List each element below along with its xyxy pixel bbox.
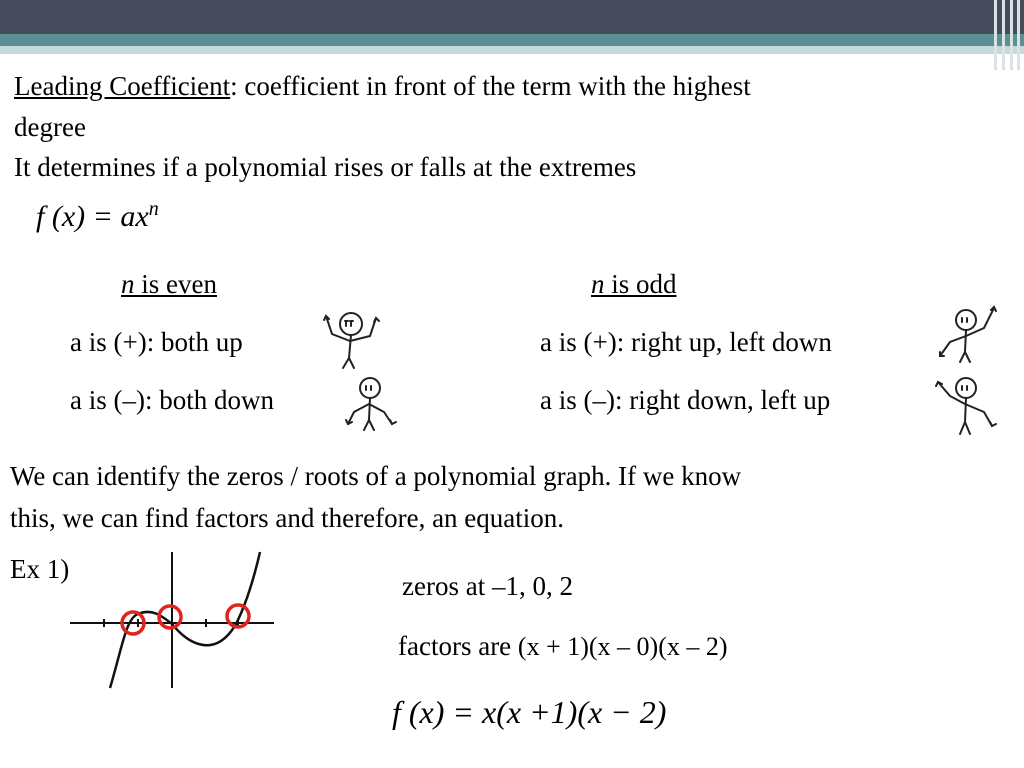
- formula-exponent: n: [148, 198, 159, 220]
- example-label: Ex 1): [10, 554, 70, 584]
- definition-term: Leading Coefficient: [14, 71, 231, 101]
- determines-text: It determines if a polynomial rises or falls at the extremes: [14, 152, 637, 182]
- zeros-paragraph-line2: this, we can find factors and therefore, an equation.: [10, 503, 565, 533]
- definition-text: : coefficient in front of the term with the highest: [230, 71, 751, 101]
- stick-figure-both-up-icon: [318, 308, 384, 370]
- formula-main: [36, 198, 159, 234]
- formula-main-text: f (x) = ax: [36, 200, 149, 233]
- header-decoration: [990, 0, 1024, 70]
- definition-continuation: degree: [14, 112, 86, 142]
- stick-figure-left-up-icon: [932, 372, 1002, 436]
- final-equation: f (x) = x(x +1)(x − 2): [392, 694, 667, 730]
- graph-curve: [110, 552, 260, 688]
- odd-negative: a is (–): right down, left up: [540, 385, 831, 415]
- odd-var: n: [591, 269, 605, 299]
- stick-figure-right-up-icon: [936, 302, 1006, 364]
- header-stripe: [0, 34, 1024, 46]
- even-heading: [121, 264, 217, 304]
- header-stripe-light: [0, 46, 1024, 54]
- factors-prefix: factors are: [398, 631, 518, 661]
- even-var: n: [121, 269, 135, 299]
- odd-heading: [591, 264, 677, 304]
- factors-expr: (x + 1)(x – 0)(x – 2): [517, 632, 728, 661]
- definition-line: [14, 66, 751, 106]
- factors-line: [398, 626, 728, 667]
- even-heading-text: is even: [134, 269, 217, 299]
- even-positive: a is (+): both up: [70, 327, 243, 357]
- even-negative: a is (–): both down: [70, 385, 274, 415]
- stick-figure-both-down-icon: [338, 374, 404, 432]
- odd-heading-text: is odd: [604, 269, 677, 299]
- zeros-at: zeros at –1, 0, 2: [402, 571, 573, 601]
- odd-positive: a is (+): right up, left down: [540, 327, 832, 357]
- zeros-paragraph-line1: We can identify the zeros / roots of a polynomial graph. If we know: [10, 461, 742, 491]
- example-graph: [66, 548, 278, 692]
- header-bar: [0, 0, 1024, 34]
